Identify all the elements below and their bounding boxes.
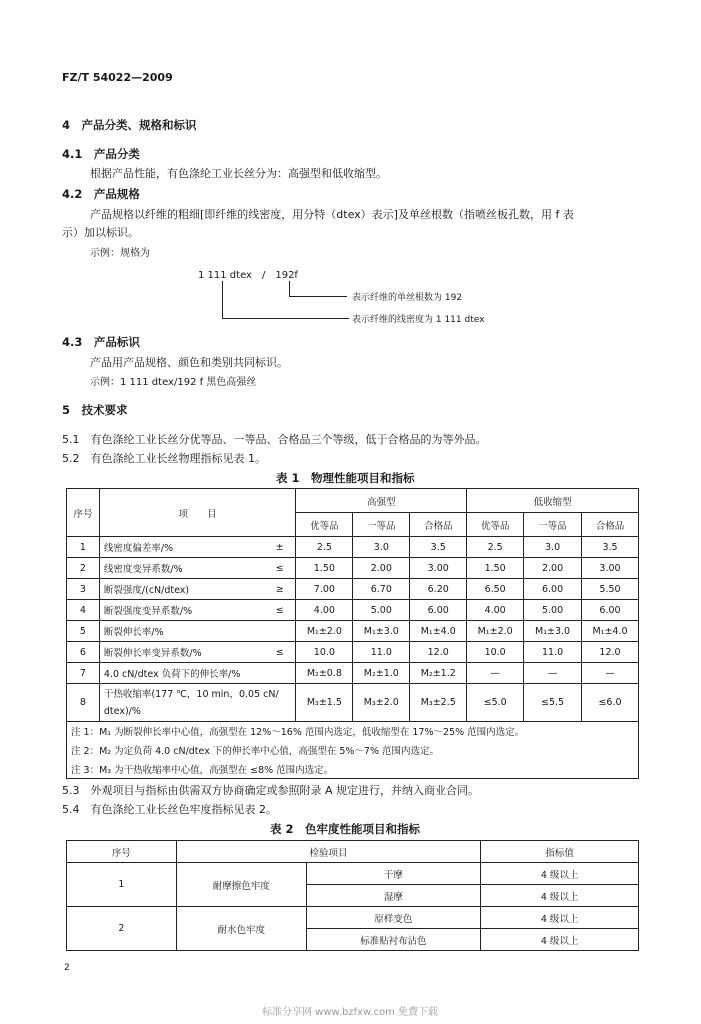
row-value: 11.0	[524, 642, 582, 663]
row-no: 3	[67, 579, 100, 600]
grade-header: 合格品	[410, 513, 467, 537]
section-4-2-title: 4.2 产品规格	[62, 187, 140, 201]
row-symbol	[264, 621, 296, 642]
row-value: M₃±2.5	[410, 684, 467, 722]
section-5-3-text: 5.3 外观项目与指标由供需双方协商确定或参照附录 A 规定进行，并纳入商业合同。	[62, 784, 480, 797]
row-value: 3.5	[410, 537, 467, 558]
row-no: 2	[67, 907, 177, 951]
row-value: 1.50	[467, 558, 524, 579]
row-item: 耐摩擦色牢度	[176, 863, 306, 907]
section-5-title: 5 技术要求	[62, 403, 128, 417]
section-4-3-text: 产品用产品规格、颜色和类别共同标识。	[90, 356, 288, 369]
row-item: 线密度偏差率/%	[99, 537, 264, 558]
row-value: —	[582, 663, 639, 684]
row-value: 7.00	[296, 579, 353, 600]
section-4-1-title: 4.1 产品分类	[62, 147, 140, 161]
section-4-1-text: 根据产品性能，有色涤纶工业长丝分为：高强型和低收缩型。	[90, 167, 387, 180]
row-value: —	[467, 663, 524, 684]
row-value: 12.0	[410, 642, 467, 663]
row-value: 2.00	[524, 558, 582, 579]
row-item: 线密度变异系数/%	[99, 558, 264, 579]
table-row	[67, 579, 639, 600]
row-value: ≤5.0	[467, 684, 524, 722]
grade-header: 优等品	[296, 513, 353, 537]
row-no: 5	[67, 621, 100, 642]
annotation-leader-1-v	[289, 281, 290, 296]
row-item	[99, 684, 296, 722]
row-item: 断裂伸长率/%	[99, 621, 264, 642]
row-no: 4	[67, 600, 100, 621]
section-4-2-text-cont: 示）加以标识。	[62, 226, 139, 239]
section-4-2-text: 产品规格以纤维的粗细[即纤维的线密度，用分特（dtex）表示]及单丝根数（指喷丝板孔数，用 f 表	[90, 208, 574, 221]
table-row	[67, 863, 639, 885]
section-5-4-text: 5.4 有色涤纶工业长丝色牢度指标见表 2。	[62, 803, 277, 816]
grade-header: 一等品	[524, 513, 582, 537]
row-value: ≤6.0	[582, 684, 639, 722]
table-note: 注 3：M₃ 为干热收缩率中心值，高强型在 ≤8% 范围内选定。	[67, 760, 639, 779]
row-item: 断裂伸长率变异系数/%	[99, 642, 264, 663]
row-value: 3.00	[410, 558, 467, 579]
annotation-leader-2-v	[222, 281, 223, 318]
table-2-header-value: 指标值	[481, 841, 639, 863]
row-value: —	[524, 663, 582, 684]
grade-header: 优等品	[467, 513, 524, 537]
table-note: 注 2：M₂ 为定负荷 4.0 cN/dtex 下的伸长率中心值，高强型在 5%～7% 范围内选定。	[67, 741, 639, 760]
row-item: 4.0 cN/dtex 负荷下的伸长率/%	[99, 663, 264, 684]
row-value: M₁±3.0	[524, 621, 582, 642]
row-subitem: 标准贴衬布沾色	[306, 929, 481, 951]
row-value: 11.0	[353, 642, 410, 663]
table-row	[67, 600, 639, 621]
row-value: M₃±1.5	[296, 684, 353, 722]
row-value: 1.50	[296, 558, 353, 579]
row-value: 6.00	[524, 579, 582, 600]
row-value: ≤5.5	[524, 684, 582, 722]
row-value: 6.00	[410, 600, 467, 621]
section-4-3-example: 示例：1 111 dtex/192 f 黑色高强丝	[90, 377, 257, 388]
row-no: 8	[67, 684, 100, 722]
row-item: 耐水色牢度	[176, 907, 306, 951]
table-1-header-item: 项 目	[99, 489, 296, 537]
row-no: 7	[67, 663, 100, 684]
table-row	[67, 642, 639, 663]
row-value: 3.5	[582, 537, 639, 558]
table-row	[67, 558, 639, 579]
table-2-header-item: 检验项目	[176, 841, 480, 863]
row-value: 4 级以上	[481, 929, 639, 951]
row-item: 断裂强度/(cN/dtex)	[99, 579, 264, 600]
row-value: 5.00	[353, 600, 410, 621]
row-no: 1	[67, 537, 100, 558]
row-value: 4.00	[467, 600, 524, 621]
row-value: 5.50	[582, 579, 639, 600]
annotation-linear-density: 表示纤维的线密度为 1 111 dtex	[352, 315, 485, 325]
section-4-title: 4 产品分类、规格和标识	[62, 118, 197, 132]
table-row	[67, 907, 639, 929]
row-item-line-1: 干热收缩率(177 ℃，10 min，0.05 cN/	[103, 688, 279, 700]
row-subitem: 原样变色	[306, 907, 481, 929]
row-value: 2.5	[296, 537, 353, 558]
row-value: 3.0	[524, 537, 582, 558]
annotation-filament-count: 表示纤维的单丝根数为 192	[352, 293, 463, 303]
table-1-header-low-shrink: 低收缩型	[467, 489, 639, 513]
row-value: 4 级以上	[481, 885, 639, 907]
table-1-header-high-strength: 高强型	[296, 489, 467, 513]
row-value: 6.20	[410, 579, 467, 600]
row-no: 1	[67, 863, 177, 907]
row-value: M₂±1.2	[410, 663, 467, 684]
row-value: 10.0	[467, 642, 524, 663]
row-item: 断裂强度变异系数/%	[99, 600, 264, 621]
row-value: 2.00	[353, 558, 410, 579]
section-4-3-title: 4.3 产品标识	[62, 335, 140, 349]
row-value: 4 级以上	[481, 863, 639, 885]
row-value: 3.0	[353, 537, 410, 558]
color-fastness-table	[66, 840, 639, 951]
row-value: 10.0	[296, 642, 353, 663]
table-row	[67, 537, 639, 558]
row-symbol: ≥	[264, 579, 296, 600]
table-note: 注 1：M₁ 为断裂伸长率中心值，高强型在 12%～16% 范围内选定，低收缩型在 17%～25% 范围内选定。	[67, 722, 639, 741]
table-1-header-no: 序号	[67, 489, 100, 537]
physical-properties-table	[66, 488, 639, 779]
row-value: 2.5	[467, 537, 524, 558]
row-value: 6.70	[353, 579, 410, 600]
table-row	[67, 684, 639, 722]
table-row	[67, 621, 639, 642]
row-value: M₁±4.0	[410, 621, 467, 642]
row-value: 4 级以上	[481, 907, 639, 929]
table-2-header-no: 序号	[67, 841, 177, 863]
row-symbol: ±	[264, 537, 296, 558]
row-value: M₁±2.0	[467, 621, 524, 642]
grade-header: 一等品	[353, 513, 410, 537]
row-symbol: ≤	[264, 600, 296, 621]
row-value: 12.0	[582, 642, 639, 663]
row-value: M₁±2.0	[296, 621, 353, 642]
table-row	[67, 663, 639, 684]
row-subitem: 湿摩	[306, 885, 481, 907]
annotation-leader-2-h	[222, 318, 349, 319]
row-no: 2	[67, 558, 100, 579]
row-symbol	[264, 663, 296, 684]
row-value: M₁±4.0	[582, 621, 639, 642]
table-2-caption: 表 2 色牢度性能项目和指标	[270, 822, 421, 836]
row-value: M₂±0.8	[296, 663, 353, 684]
section-5-1-text: 5.1 有色涤纶工业长丝分优等品、一等品、合格品三个等级，低于合格品的为等外品。	[62, 433, 487, 446]
row-value: 6.00	[582, 600, 639, 621]
row-no: 6	[67, 642, 100, 663]
standard-number: FZ/T 54022—2009	[62, 71, 173, 84]
row-symbol: ≤	[264, 558, 296, 579]
row-value: 3.00	[582, 558, 639, 579]
spec-example: 1 111 dtex / 192f	[198, 270, 298, 281]
annotation-leader-1-h	[289, 296, 347, 297]
section-5-2-text: 5.2 有色涤纶工业长丝物理指标见表 1。	[62, 452, 266, 465]
row-value: M₁±3.0	[353, 621, 410, 642]
row-value: M₃±2.0	[353, 684, 410, 722]
row-value: 6.50	[467, 579, 524, 600]
row-value: M₂±1.0	[353, 663, 410, 684]
row-value: 4.00	[296, 600, 353, 621]
watermark: 标准分享网 www.bzfxw.com 免费下载	[262, 1007, 438, 1018]
row-symbol: ≤	[264, 642, 296, 663]
row-item-line-2: dtex)/%	[103, 705, 141, 717]
row-value: 5.00	[524, 600, 582, 621]
table-1-caption: 表 1 物理性能项目和指标	[276, 471, 415, 485]
example-label: 示例：规格为	[90, 248, 150, 259]
page-number: 2	[64, 963, 70, 973]
grade-header: 合格品	[582, 513, 639, 537]
row-subitem: 干摩	[306, 863, 481, 885]
